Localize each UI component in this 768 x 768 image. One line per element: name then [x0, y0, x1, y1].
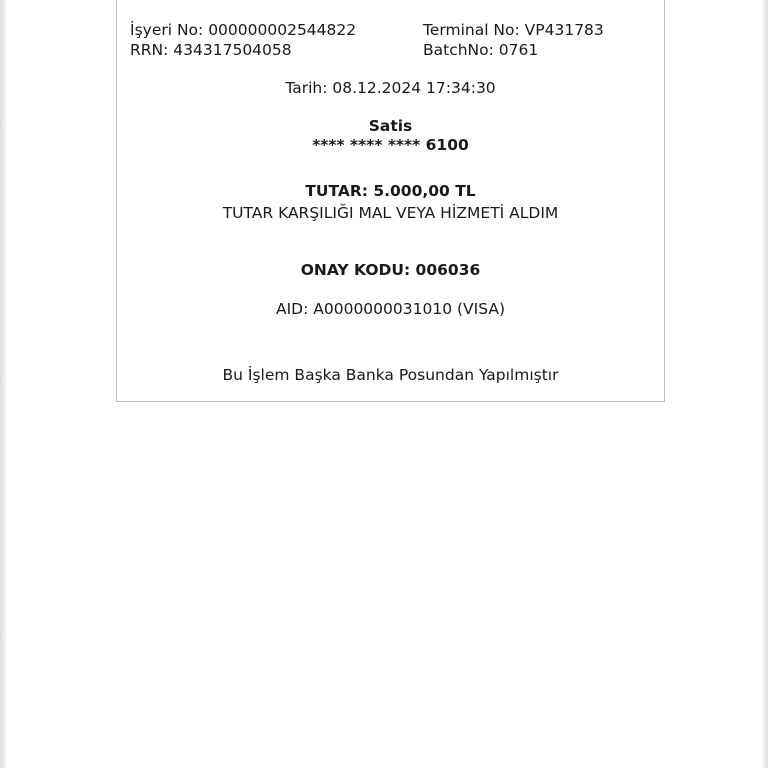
amount-acknowledgement: TUTAR KARŞILIĞI MAL VEYA HİZMETİ ALDIM	[222, 204, 559, 222]
receipt-slip	[116, 0, 665, 402]
merchant-number: İşyeri No: 000000002544822	[130, 21, 357, 39]
transaction-type: Satis	[368, 117, 413, 135]
amount: TUTAR: 5.000,00 TL	[305, 182, 476, 200]
terminal-number: Terminal No: VP431783	[423, 21, 604, 39]
page-edge-left	[0, 0, 6, 768]
aid: AID: A0000000031010 (VISA)	[276, 300, 505, 318]
transaction-date: Tarih: 08.12.2024 17:34:30	[285, 79, 496, 97]
page-edge-right	[762, 0, 768, 768]
batch-number: BatchNo: 0761	[423, 41, 539, 59]
approval-code: ONAY KODU: 006036	[300, 261, 481, 279]
rrn-number: RRN: 434317504058	[130, 41, 292, 59]
footer-note: Bu İşlem Başka Banka Posundan Yapılmıştır	[222, 366, 559, 384]
masked-card-number: **** **** **** 6100	[312, 136, 469, 154]
